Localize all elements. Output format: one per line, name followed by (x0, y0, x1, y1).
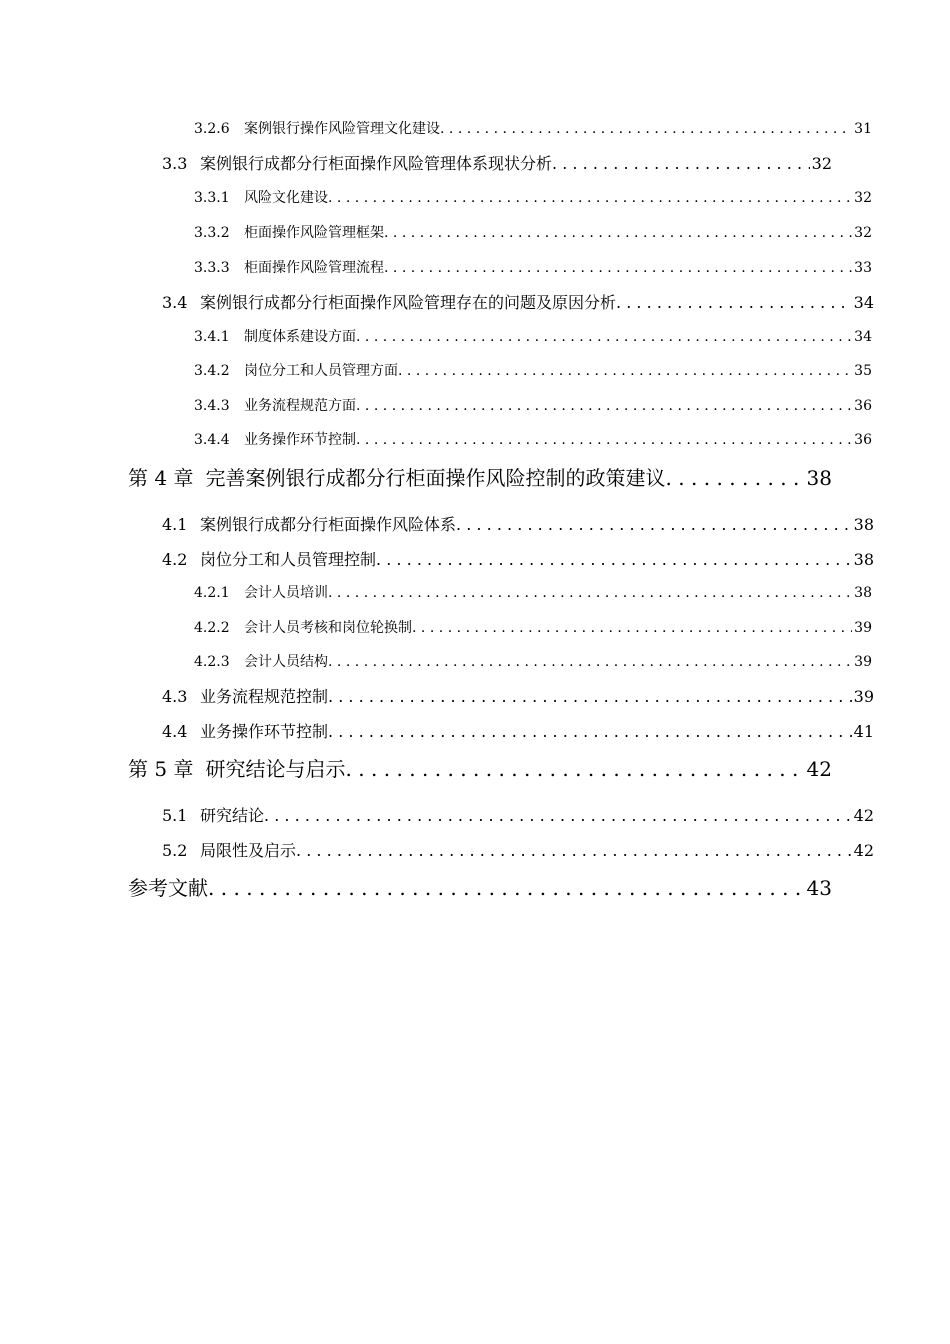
toc-dot-leader (665, 466, 804, 490)
toc-dot-leader (552, 154, 810, 173)
toc-entry-page: 39 (854, 620, 872, 636)
toc-dot-leader (328, 654, 852, 670)
toc-entry-title: 会计人员考核和岗位轮换制 (244, 620, 412, 636)
toc-entry-number: 5.2 (162, 841, 188, 860)
toc-entry-number: 3.3.3 (194, 260, 230, 276)
toc-dot-leader (616, 293, 852, 312)
toc-entry-page: 31 (854, 121, 872, 137)
toc-entry-number: 4.4 (162, 722, 188, 741)
toc-dot-leader (356, 432, 852, 448)
toc-entry[interactable] (194, 257, 872, 277)
toc-entry-number: 4.2 (162, 550, 188, 569)
toc-entry-page: 35 (854, 363, 872, 379)
toc-entry-number: 4.2.2 (194, 620, 230, 636)
toc-entry-number: 4.3 (162, 687, 188, 706)
toc-entry-page: 38 (853, 550, 874, 569)
toc-entry[interactable] (162, 512, 874, 535)
toc-entry-number: 3.4.1 (194, 329, 230, 345)
toc-entry-title: 岗位分工和人员管理方面 (244, 363, 398, 379)
toc-entry[interactable] (162, 547, 874, 570)
toc-entry-title: 业务流程规范控制 (200, 687, 329, 706)
toc-entry-page: 38 (806, 466, 832, 490)
toc-entry-page: 42 (853, 841, 874, 860)
toc-entry-title: 业务流程规范方面 (244, 398, 356, 414)
toc-dot-leader (328, 687, 852, 706)
toc-entry-number: 3.2.6 (194, 121, 230, 137)
toc-dot-leader (208, 876, 805, 900)
toc-entry[interactable] (162, 803, 874, 826)
toc-dot-leader (440, 121, 852, 137)
toc-entry-title: 柜面操作风险管理流程 (244, 260, 384, 276)
toc-entry-page: 36 (854, 432, 872, 448)
toc-entry-page: 32 (811, 154, 832, 173)
toc-entry[interactable] (194, 222, 872, 242)
toc-dot-leader (296, 841, 852, 860)
toc-dot-leader (376, 550, 852, 569)
toc-dot-leader (356, 398, 852, 414)
toc-entry-title: 案例银行操作风险管理文化建设 (244, 121, 440, 137)
toc-entry[interactable] (194, 617, 872, 637)
toc-entry-number: 3.3.2 (194, 225, 230, 241)
toc-entry-title: 会计人员结构 (244, 654, 328, 670)
toc-entry[interactable] (194, 118, 872, 138)
toc-entry-number: 4.2.3 (194, 654, 230, 670)
toc-entry-page: 41 (853, 722, 874, 741)
toc-entry-page: 39 (854, 654, 872, 670)
toc-entry-number: 3.3 (162, 154, 188, 173)
toc-chapter-title: 完善案例银行成都分行柜面操作风险控制的政策建议 (205, 466, 666, 490)
toc-entry-title: 制度体系建设方面 (244, 329, 356, 345)
toc-entry-title: 风险文化建设 (244, 190, 328, 206)
toc-entry-title: 研究结论 (200, 806, 265, 825)
toc-dot-leader (384, 225, 852, 241)
toc-entry[interactable] (162, 684, 874, 707)
toc-chapter-title: 参考文献 (128, 876, 208, 900)
toc-dot-leader (328, 722, 852, 741)
toc-entry-number: 4.2.1 (194, 585, 230, 601)
toc-chapter-number: 第 4 章 (128, 466, 194, 490)
toc-dot-leader (328, 585, 852, 601)
toc-entry[interactable] (194, 360, 872, 380)
toc-entry[interactable] (194, 582, 872, 602)
toc-references-entry[interactable] (128, 872, 832, 901)
toc-entry[interactable] (194, 326, 872, 346)
toc-entry-title: 案例银行成都分行柜面操作风险管理存在的问题及原因分析 (200, 293, 617, 312)
toc-entry-page: 36 (854, 398, 872, 414)
toc-entry-number: 5.1 (162, 806, 188, 825)
toc-entry[interactable] (194, 395, 872, 415)
toc-entry-title: 柜面操作风险管理框架 (244, 225, 384, 241)
toc-entry[interactable] (162, 151, 832, 174)
toc-entry-title: 业务操作环节控制 (244, 432, 356, 448)
toc-entry-title: 会计人员培训 (244, 585, 328, 601)
toc-dot-leader (264, 806, 852, 825)
toc-dot-leader (384, 260, 852, 276)
toc-entry-number: 3.4 (162, 293, 188, 312)
toc-dot-leader (345, 757, 804, 781)
toc-chapter-entry[interactable] (128, 753, 832, 782)
toc-entry[interactable] (194, 187, 872, 207)
toc-entry-page: 32 (854, 225, 872, 241)
toc-entry-page: 34 (853, 293, 874, 312)
toc-entry-title: 局限性及启示 (200, 841, 297, 860)
toc-entry-number: 3.4.2 (194, 363, 230, 379)
toc-entry-page: 42 (806, 757, 832, 781)
toc-chapter-entry[interactable] (128, 462, 832, 491)
toc-entry-number: 4.1 (162, 515, 188, 534)
toc-entry-page: 38 (854, 585, 872, 601)
toc-entry-page: 33 (854, 260, 872, 276)
toc-dot-leader (398, 363, 852, 379)
toc-dot-leader (412, 620, 852, 636)
toc-dot-leader (328, 190, 852, 206)
toc-entry[interactable] (162, 719, 874, 742)
toc-entry-page: 43 (806, 876, 832, 900)
toc-entry-title: 岗位分工和人员管理控制 (200, 550, 377, 569)
toc-chapter-number: 第 5 章 (128, 757, 194, 781)
toc-entry-title: 案例银行成都分行柜面操作风险管理体系现状分析 (200, 154, 553, 173)
toc-chapter-title: 研究结论与启示 (205, 757, 346, 781)
toc-entry-page: 42 (853, 806, 874, 825)
toc-dot-leader (356, 329, 852, 345)
toc-entry-page: 39 (853, 687, 874, 706)
toc-entry-page: 38 (853, 515, 874, 534)
toc-dot-leader (456, 515, 852, 534)
toc-entry[interactable] (162, 290, 874, 313)
toc-entry-title: 案例银行成都分行柜面操作风险体系 (200, 515, 457, 534)
toc-entry-number: 3.3.1 (194, 190, 230, 206)
toc-entry[interactable] (194, 429, 872, 449)
toc-entry[interactable] (194, 651, 872, 671)
toc-entry-number: 3.4.3 (194, 398, 230, 414)
toc-entry-page: 34 (854, 329, 872, 345)
toc-entry-page: 32 (854, 190, 872, 206)
toc-entry-number: 3.4.4 (194, 432, 230, 448)
toc-entry[interactable] (162, 838, 874, 861)
toc-entry-title: 业务操作环节控制 (200, 722, 329, 741)
